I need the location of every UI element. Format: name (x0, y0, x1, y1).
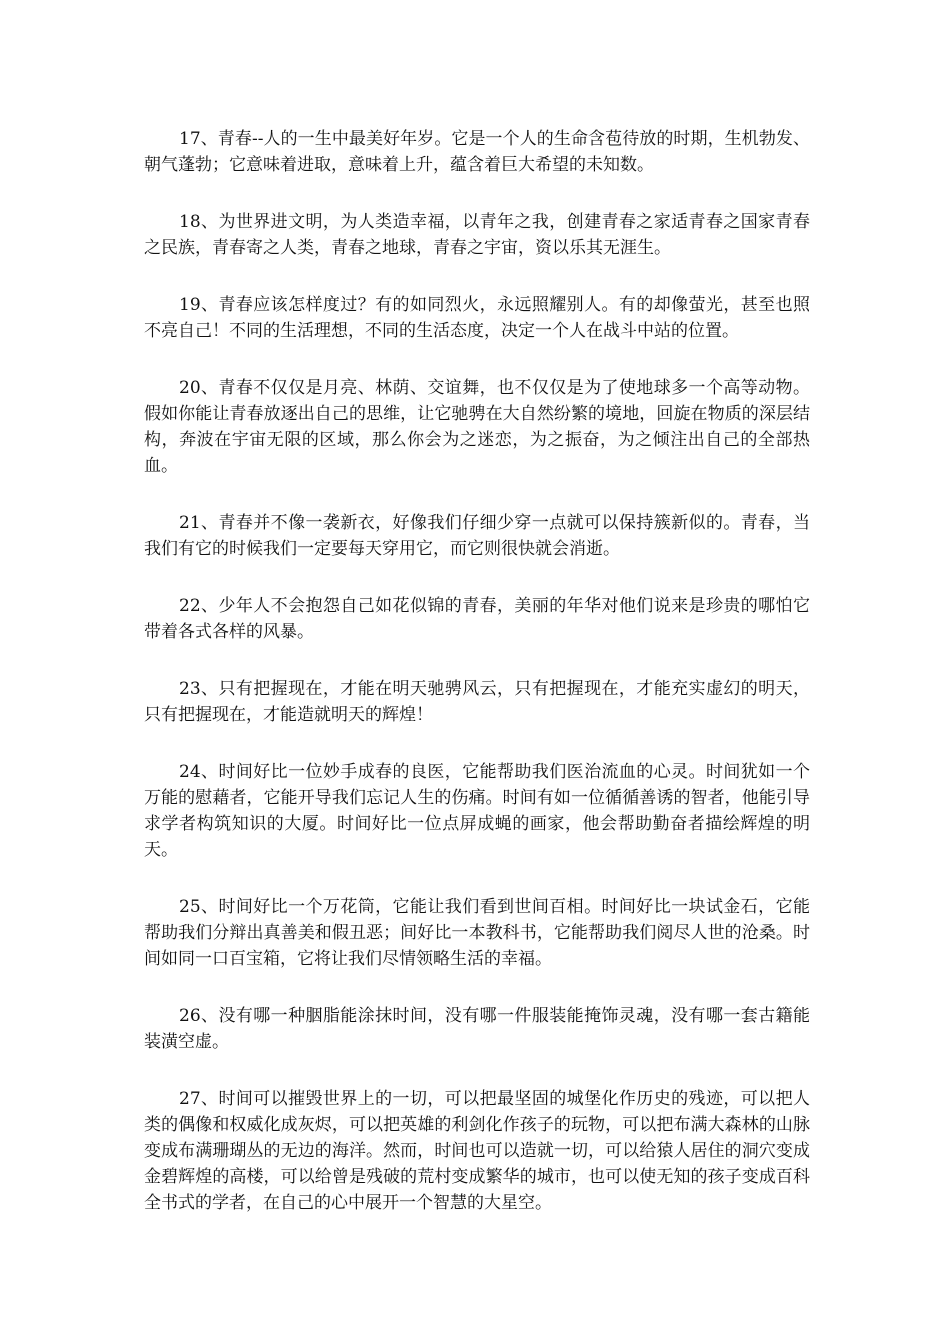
paragraph-20: 20、青春不仅仅是月亮、林荫、交谊舞，也不仅仅是为了使地球多一个高等动物。假如你能让青春放逐出自己的思维，让它驰骋在大自然纷繁的境地，回旋在物质的深层结构，奔波在宇宙无限的区域，那么你会为之迷恋，为之振奋，为之倾注出自己的全部热血。 (144, 378, 810, 476)
paragraph-26: 26、没有哪一种胭脂能涂抹时间，没有哪一件服装能掩饰灵魂，没有哪一套古籍能装潢空虚。 (144, 1006, 810, 1052)
paragraph-17: 17、青春--人的一生中最美好年岁。它是一个人的生命含苞待放的时期，生机勃发、朝气蓬勃；它意味着进取，意味着上升，蕴含着巨大希望的未知数。 (144, 129, 810, 175)
paragraph-19: 19、青春应该怎样度过？有的如同烈火，永远照耀别人。有的却像萤光，甚至也照不亮自己！不同的生活理想，不同的生活态度，决定一个人在战斗中站的位置。 (144, 295, 810, 341)
paragraph-18: 18、为世界进文明，为人类造幸福，以青年之我，创建青春之家适青春之国家青春之民族，青春寄之人类，青春之地球，青春之宇宙，资以乐其无涯生。 (144, 212, 810, 258)
paragraph-25: 25、时间好比一个万花筒，它能让我们看到世间百相。时间好比一块试金石，它能帮助我们分辩出真善美和假丑恶；间好比一本教科书，它能帮助我们阅尽人世的沧桑。时间如同一口百宝箱，它将让我们尽情领略生活的幸福。 (144, 897, 810, 969)
paragraph-23: 23、只有把握现在，才能在明天驰骋风云，只有把握现在，才能充实虚幻的明天，只有把握现在，才能造就明天的辉煌！ (144, 679, 810, 725)
document-body (144, 126, 810, 1247)
paragraph-22: 22、少年人不会抱怨自己如花似锦的青春，美丽的年华对他们说来是珍贵的哪怕它带着各式各样的风暴。 (144, 596, 810, 642)
paragraph-24: 24、时间好比一位妙手成春的良医，它能帮助我们医治流血的心灵。时间犹如一个万能的慰藉者，它能开导我们忘记人生的伤痛。时间有如一位循循善诱的智者，他能引导求学者构筑知识的大厦。时间好比一位点屏成蝇的画家，他会帮助勤奋者描绘辉煌的明天。 (144, 762, 810, 860)
paragraph-21: 21、青春并不像一袭新衣，好像我们仔细少穿一点就可以保持簇新似的。青春，当我们有它的时候我们一定要每天穿用它，而它则很快就会消逝。 (144, 513, 810, 559)
paragraph-27: 27、时间可以摧毁世界上的一切，可以把最坚固的城堡化作历史的残迹，可以把人类的偶像和权威化成灰烬，可以把英雄的利剑化作孩子的玩物，可以把布满大森林的山脉变成布满珊瑚丛的无边的海洋。然而，时间也可以造就一切，可以给猿人居住的洞穴变成金碧辉煌的高楼，可以给曾是残破的荒村变成繁华的城市，也可以使无知的孩子变成百科全书式的学者，在自己的心中展开一个智慧的大星空。 (144, 1089, 810, 1213)
